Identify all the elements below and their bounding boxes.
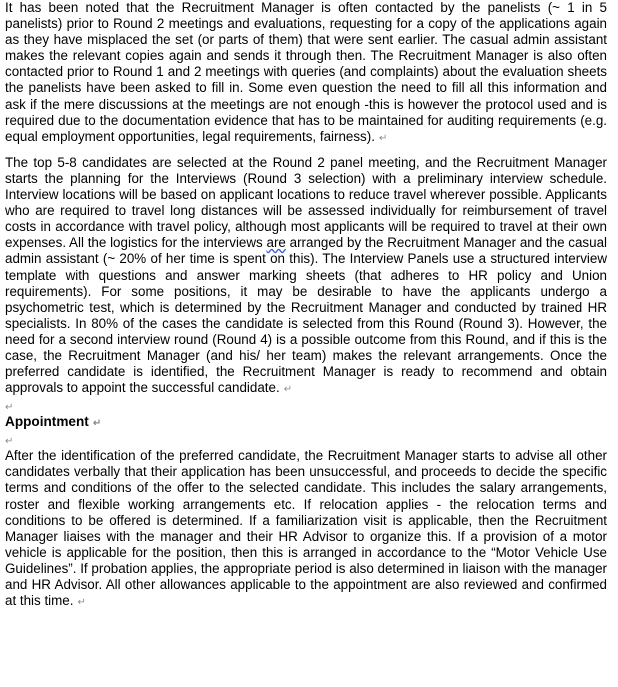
paragraph-text-end: arranged by the Recruitment Manager and the casual admin assistant (~ 20% of her time is spent on this). The Interview Panels use a structured interview template with questions and answer marking sheets (that adheres to HR policy and Union requirements). For some positions, it may be desirable to have the applicants undergo a psychometric test, which is determined by the Recruitment Manager and conducted by trained HR specialists. In 80% of the cases the candidate is selected from this Round (Round 3). However, the need for a second interview round (Round 4) is a possible outcome from this Round, and if this is the case, the Recruitment Manager (and his/ her team) makes the relevant arrangements. Once the preferred candidate is identified, the Recruitment Manager is ready to recommend and obtain approvals to appoint the successful candidate.	[5, 235, 607, 396]
section-heading-appointment[interactable]	[5, 414, 607, 432]
paragraph-interview-planning[interactable]	[5, 155, 607, 398]
paragraph-text-start: The top 5-8 candidates are selected at the Round 2 panel meeting, and the Recruitment Manager starts the planning for the Interviews (Round 3 selection) with a preliminary interview schedule. Interview locations will be based on applicant locations to reduce travel wherever possible. Applicants who are required to travel long distances will be assessed individually for reimbursement of travel costs in accordance with travel policy, although most applicants will be required to travel at their own expenses. All the logistics for the interviews	[5, 154, 607, 251]
paragraph-mark-icon: ↵	[283, 384, 293, 396]
heading-text: Appointment	[5, 414, 89, 430]
paragraph-text: After the identification of the preferred candidate, the Recruitment Manager starts to advise all other candidates verbally that their application has been unsuccessful, and proceeds to decide the specific terms and conditions of the offer to the selected candidate. This includes the salary arrangements, roster and flexible working arrangements etc. If relocation applies - the relocation terms and conditions to be offered is determined. If a familiarization visit is applicable, then the Recruitment Manager liaises with the manager and their HR Advisor to organize this. If a provision of a motor vehicle is applicable for the position, then this is arranged in accordance to the “Motor Vehicle Use Guidelines”. If probation applies, the appropriate period is also determined in liaison with the manager and HR Advisor. All other allowances applicable to the appointment are also reviewed and confirmed at this time.	[5, 448, 607, 609]
paragraph-panelist-contacts[interactable]	[5, 0, 607, 147]
paragraph-text: It has been noted that the Recruitment Manager is often contacted by the panelists (~ 1 in 5 panelists) prior to Round 2 meetings and evaluations, requesting for a copy of the applications again as they have misplaced the set (or parts of them) that were sent earlier. The casual admin assistant makes the relevant copies again and sends it through then. The Recruitment Manager is also often contacted prior to Round 1 and 2 meetings with queries (and complaints) about the evaluation sheets the panelists have been asked to fill in. Some even question the need to fill all this information and ask if the mere discussions at the meetings are not enough -this is however the protocol used and is required due to the documentation evidence that has to be maintained for auditing requirements (e.g. equal employment opportunities, legal requirements, fairness).	[5, 0, 607, 144]
paragraph-mark-icon: ↵	[378, 132, 388, 144]
empty-line	[5, 398, 607, 414]
paragraph-mark-icon: ↵	[5, 402, 14, 414]
paragraph-appointment-details[interactable]	[5, 448, 607, 611]
empty-line	[5, 432, 607, 448]
paragraph-mark-icon: ↵	[5, 436, 14, 448]
paragraph-mark-icon: ↵	[92, 418, 102, 430]
document-body[interactable]	[5, 0, 607, 611]
grammar-flagged-word[interactable]: are	[266, 235, 286, 251]
paragraph-mark-icon: ↵	[77, 597, 86, 609]
